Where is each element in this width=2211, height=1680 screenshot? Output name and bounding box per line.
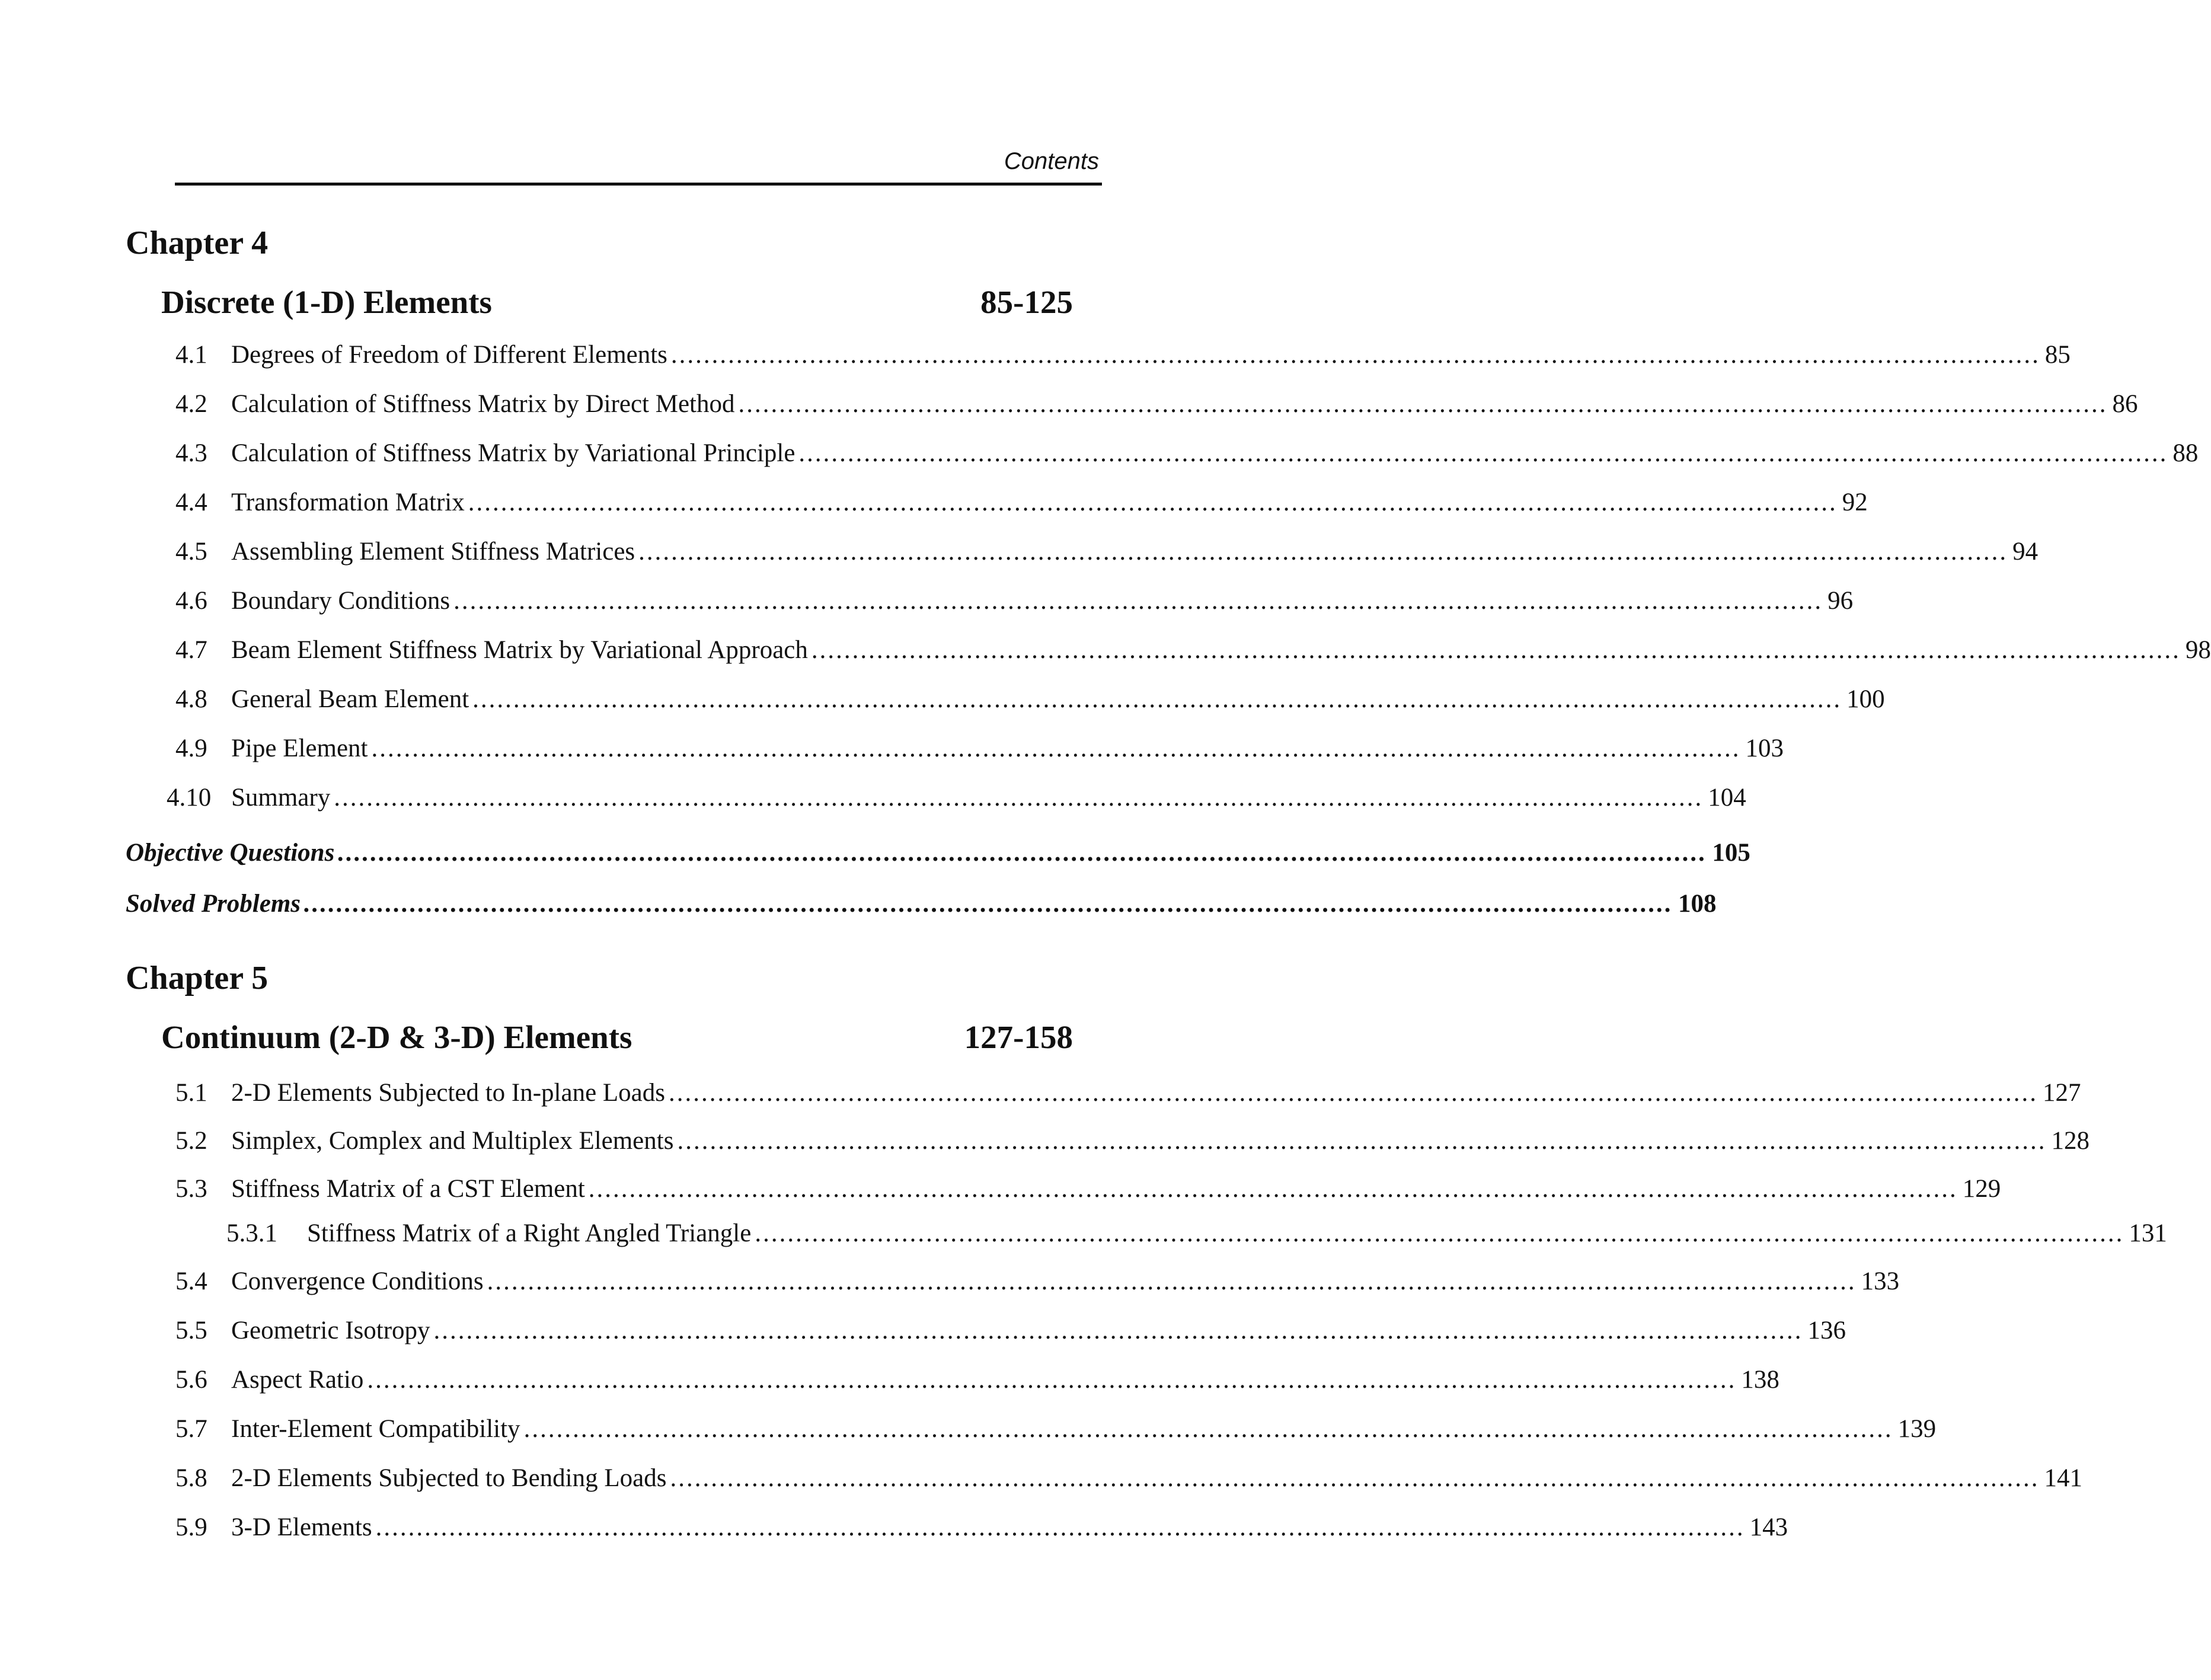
section-page: 131 (2129, 1219, 2167, 1247)
toc-entry[interactable] (0, 1316, 1846, 1349)
section-title: Inter-Element Compatibility (231, 1415, 520, 1443)
chapter-label: Chapter 4 (126, 225, 269, 261)
toc-entry[interactable] (0, 635, 2211, 669)
section-page: 141 (2044, 1464, 2082, 1492)
header-rule (175, 183, 1102, 186)
toc-entry[interactable] (0, 1414, 1937, 1448)
leader-dots: ........................................................................................................................................................................ (338, 839, 1708, 867)
toc-entry-objective-questions[interactable] (126, 838, 1750, 871)
leader-dots: ........................................................................................................................................................................ (588, 1175, 1958, 1203)
section-title: Transformation Matrix (231, 488, 465, 516)
chapter-page-range: 85-125 (980, 284, 1073, 320)
toc-entry[interactable] (0, 586, 1854, 619)
chapter-title: Discrete (1-D) Elements (161, 284, 492, 320)
leader-dots: ........................................................................................................................................................................ (670, 1464, 2040, 1492)
toc-entry[interactable] (0, 439, 2199, 472)
leader-dots: ........................................................................................................................................................................ (811, 636, 2181, 664)
section-title: Objective Questions (126, 839, 335, 867)
leader-dots: ........................................................................................................................................................................ (433, 1317, 1803, 1344)
section-page: 105 (1712, 839, 1750, 867)
section-title: Aspect Ratio (231, 1366, 364, 1394)
chapter-title-row (161, 283, 1073, 321)
toc-entry[interactable] (0, 1078, 2081, 1112)
leader-dots: ........................................................................................................................................................................ (304, 890, 1673, 918)
section-title: Summary (231, 784, 331, 812)
toc-entry[interactable] (0, 734, 1784, 767)
section-number: 5.5 (175, 1317, 207, 1344)
leader-dots: ........................................................................................................................................................................ (367, 1366, 1737, 1394)
toc-entry[interactable] (0, 1513, 1788, 1546)
section-number: 4.8 (175, 685, 207, 713)
section-title: Calculation of Stiffness Matrix by Direct Method (231, 390, 735, 418)
toc-entry[interactable] (0, 1126, 2089, 1160)
chapter-page-range: 127-158 (964, 1019, 1073, 1055)
section-title: Convergence Conditions (231, 1267, 484, 1295)
section-page: 128 (2051, 1127, 2089, 1155)
section-page: 138 (1741, 1366, 1779, 1394)
section-title: Stiffness Matrix of a CST Element (231, 1175, 585, 1203)
section-page: 133 (1861, 1267, 1900, 1295)
toc-entry[interactable] (0, 1464, 2082, 1497)
section-title: General Beam Element (231, 685, 469, 713)
chapter-title: Continuum (2-D & 3-D) Elements (161, 1019, 632, 1055)
section-number: 5.8 (175, 1464, 207, 1492)
leader-dots: ........................................................................................................................................................................ (755, 1219, 2124, 1247)
section-number: 5.7 (175, 1415, 207, 1443)
section-title: Stiffness Matrix of a Right Angled Triangle (307, 1219, 752, 1247)
leader-dots: ........................................................................................................................................................................ (669, 1079, 2038, 1107)
section-page: 139 (1897, 1415, 1937, 1443)
section-number: 4.6 (175, 587, 207, 615)
toc-entry[interactable] (0, 389, 2138, 423)
chapter-label: Chapter 5 (126, 960, 269, 996)
section-title: Degrees of Freedom of Different Elements (231, 341, 667, 369)
toc-subentry[interactable] (0, 1219, 2167, 1252)
leader-dots: ........................................................................................................................................................................ (670, 341, 2040, 369)
section-number: 4.9 (175, 734, 207, 762)
section-number: 5.3 (175, 1175, 207, 1203)
section-number: 5.1 (175, 1079, 207, 1107)
toc-entry[interactable] (0, 1365, 1779, 1398)
section-page: 136 (1807, 1317, 1846, 1344)
section-number: 4.10 (167, 784, 212, 812)
leader-dots: ........................................................................................................................................................................ (738, 390, 2108, 418)
section-number: 5.2 (175, 1127, 207, 1155)
section-page: 127 (2043, 1079, 2081, 1107)
leader-dots: ........................................................................................................................................................................ (371, 734, 1741, 762)
section-title: Beam Element Stiffness Matrix by Variational Approach (231, 636, 808, 664)
section-page: 104 (1708, 784, 1746, 812)
leader-dots: ........................................................................................................................................................................ (523, 1415, 1893, 1443)
section-title: Assembling Element Stiffness Matrices (231, 538, 635, 566)
section-title: 2-D Elements Subjected to Bending Loads (231, 1464, 667, 1492)
section-page: 108 (1678, 890, 1717, 918)
chapter-title-row (161, 1018, 1073, 1056)
leader-dots: ........................................................................................................................................................................ (798, 439, 2168, 467)
section-page: 94 (2012, 538, 2039, 566)
leader-dots: ........................................................................................................................................................................ (472, 685, 1842, 713)
section-page: 96 (1827, 587, 1854, 615)
section-title: 3-D Elements (231, 1513, 372, 1541)
leader-dots: ........................................................................................................................................................................ (453, 587, 1823, 615)
section-page: 143 (1749, 1513, 1788, 1541)
section-page: 85 (2044, 341, 2071, 369)
toc-entry[interactable] (0, 783, 1746, 816)
toc-entry[interactable] (0, 340, 2071, 373)
toc-entry[interactable] (0, 1267, 1900, 1300)
leader-dots: ........................................................................................................................................................................ (375, 1513, 1745, 1541)
section-number: 4.7 (175, 636, 207, 664)
section-number: 4.2 (175, 390, 207, 418)
section-number: 5.6 (175, 1366, 207, 1394)
section-title: Simplex, Complex and Multiplex Elements (231, 1127, 674, 1155)
subsection-number: 5.3.1 (226, 1219, 277, 1247)
section-number: 5.9 (175, 1513, 207, 1541)
section-number: 4.5 (175, 538, 207, 566)
leader-dots: ........................................................................................................................................................................ (487, 1267, 1857, 1295)
toc-entry[interactable] (0, 488, 1868, 521)
section-number: 4.3 (175, 439, 207, 467)
section-page: 88 (2172, 439, 2199, 467)
section-page: 98 (2185, 636, 2211, 664)
leader-dots: ........................................................................................................................................................................ (468, 488, 1838, 516)
section-number: 4.4 (175, 488, 207, 516)
section-title: Solved Problems (126, 890, 301, 918)
section-page: 92 (1842, 488, 1868, 516)
section-page: 103 (1745, 734, 1784, 762)
toc-entry[interactable] (0, 537, 2039, 570)
section-title: 2-D Elements Subjected to In-plane Loads (231, 1079, 665, 1107)
section-number: 5.4 (175, 1267, 207, 1295)
section-page: 100 (1846, 685, 1885, 713)
section-title: Geometric Isotropy (231, 1317, 430, 1344)
section-title: Boundary Conditions (231, 587, 450, 615)
leader-dots: ........................................................................................................................................................................ (334, 784, 1704, 812)
section-page: 86 (2112, 390, 2138, 418)
section-title: Calculation of Stiffness Matrix by Variational Principle (231, 439, 795, 467)
leader-dots: ........................................................................................................................................................................ (677, 1127, 2047, 1155)
toc-entry-solved-problems[interactable] (126, 889, 1717, 922)
running-head: Contents (1004, 148, 1099, 174)
leader-dots: ........................................................................................................................................................................ (638, 538, 2008, 566)
toc-entry[interactable] (0, 685, 1885, 718)
toc-entry[interactable] (0, 1174, 2001, 1208)
section-number: 4.1 (175, 341, 207, 369)
section-title: Pipe Element (231, 734, 368, 762)
section-page: 129 (1962, 1175, 2001, 1203)
